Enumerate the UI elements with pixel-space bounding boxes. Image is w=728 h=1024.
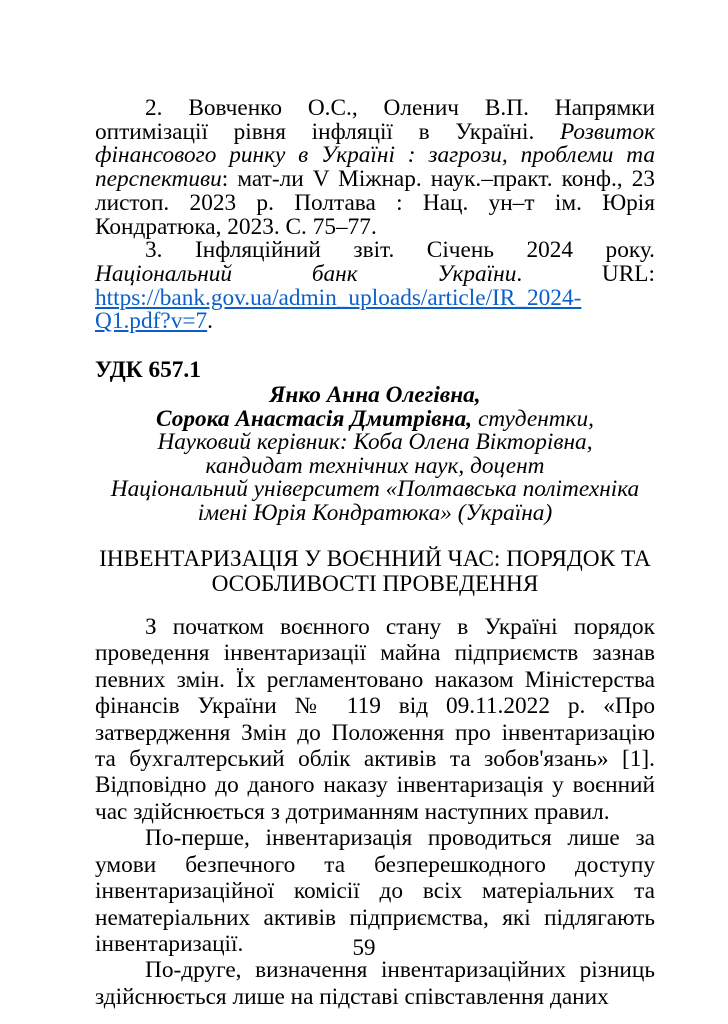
author-line [95, 452, 655, 479]
text-run: Науковий керівник: Коба Олена Вікторівна, [157, 429, 593, 456]
body-paragraph: З початком воєнного стану в Україні порядок проведення інвентаризації майна підприємств зазнав певних змін. Їх регламентовано наказом Міністерства фінансів України № 119 від 09.11.2022 р. «Про затвердження Змін до Положення про інвентаризацію та бухгалтерський облік активів та зобов'язань» [1]. Відповідно до даного наказу інвентаризація у воєнний час здійснюється з дотриманням наступних правил. [95, 614, 655, 825]
body-paragraph: По-перше, інвентаризація проводиться лише за умови безпечного та безперешкодного доступу інвентаризаційної комісії до всіх матеріальних та нематеріальних активів підприємства, які підлягають інвентаризації. [95, 825, 655, 957]
text-run: Розвиток фінансового ринку в Україні : загрози, проблеми та перспективи [95, 118, 655, 193]
reference-list [95, 97, 655, 334]
text-run: імені Юрія Кондратюка» (Україна) [197, 499, 553, 526]
text-run: Сорока Анастасія Дмитрівна, [156, 405, 473, 432]
article-title: ІНВЕНТАРИЗАЦІЯ У ВОЄННИЙ ЧАС: ПОРЯДОК ТА ОСОБЛИВОСТІ ПРОВЕДЕННЯ [99, 546, 651, 597]
author-line [95, 431, 655, 455]
text-run: 3. Інфляційний звіт. Січень 2024 року. [145, 237, 655, 264]
text-run: : мат-ли V Міжнар. наук.–практ. конф., 23 листоп. 2023 р. Полтава : Нац. ун–т ім. Юрія Кондратюка, 2023. С. 75–77. [95, 166, 655, 240]
page-number: 59 [352, 935, 376, 960]
author-line [95, 384, 655, 408]
reference-item [95, 97, 655, 239]
text-run: . URL: [516, 260, 656, 287]
reference-item [95, 239, 655, 334]
author-line [95, 499, 655, 526]
author-line [95, 478, 655, 502]
author-block [95, 384, 655, 525]
text-run: 2. Вовченко О.С., Оленич В.П. Напрямки оптимізації рівня інфляції в Україні. [95, 95, 655, 145]
body-paragraph: По-друге, визначення інвентаризаційних різниць здійснюється лише на підставі співставлення даних [95, 957, 655, 1010]
reference-link[interactable]: https://bank.gov.ua/admin_uploads/article/IR_2024-Q1.pdf?v=7 [95, 284, 582, 335]
text-run: студентки, [472, 405, 594, 432]
text-run: кандидат технічних наук, доцент [205, 452, 545, 479]
author-line [95, 405, 655, 432]
text-run: Національний банк України [95, 260, 517, 287]
text-run: . [207, 308, 213, 335]
text-run: Національний університет «Полтавська політехніка [110, 476, 640, 503]
text-run: Янко Анна Олегівна, [269, 382, 481, 409]
udc-code: УДК 657.1 [95, 357, 201, 384]
